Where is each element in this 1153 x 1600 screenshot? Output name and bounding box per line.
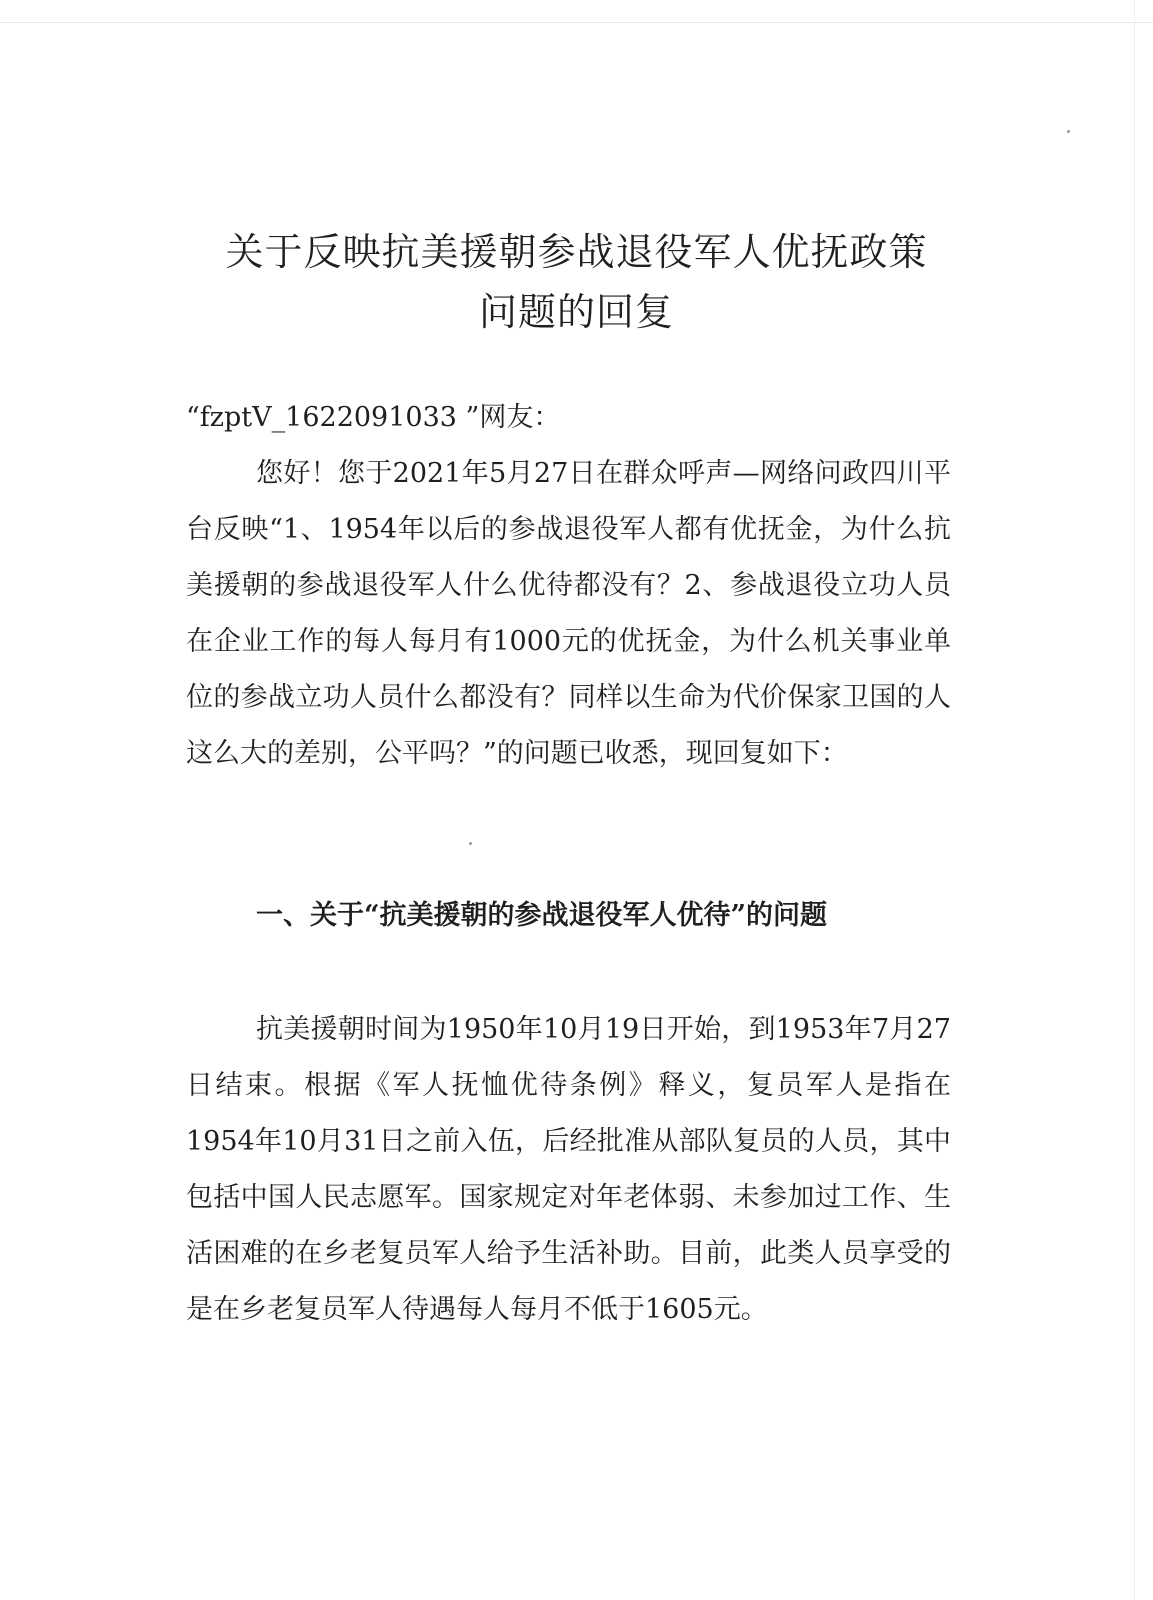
document-title-line-1: 关于反映抗美援朝参战退役军人优抚政策	[225, 230, 928, 274]
section-heading-1: 一、关于“抗美援朝的参战退役军人优待”的问题	[256, 900, 828, 931]
scan-speck	[1067, 130, 1070, 133]
paragraph-section-1: 抗美援朝时间为1950年10月19日开始，到1953年7月27日结束。根据《军人抚恤优待条例》释义，复员军人是指在1954年10月31日之前入伍，后经批准从部队复员的人员，其中包括中国人民志愿军。国家规定对年老体弱、未参加过工作、生活困难的在乡老复员军人给予生活补助。目前，此类人员享受的是在乡老复员军人待遇每人每月不低于1605元。	[186, 1014, 951, 1325]
document-title	[0, 222, 1153, 342]
paragraph-intro: 您好！您于2021年5月27日在群众呼声—网络问政四川平台反映“1、1954年以后的参战退役军人都有优抚金，为什么抗美援朝的参战退役军人什么优待都没有？2、参战退役立功人员在企业工作的每人每月有1000元的优抚金，为什么机关事业单位的参战立功人员什么都没有？同样以生命为代价保家卫国的人这么大的差别，公平吗？”的问题已收悉，现回复如下：	[186, 458, 951, 769]
scan-edge-line	[0, 22, 1153, 23]
greeting: “fzptV_1622091033 ”网友：	[186, 402, 561, 433]
scan-speck	[469, 842, 472, 845]
document-title-line-2: 问题的回复	[478, 290, 674, 334]
